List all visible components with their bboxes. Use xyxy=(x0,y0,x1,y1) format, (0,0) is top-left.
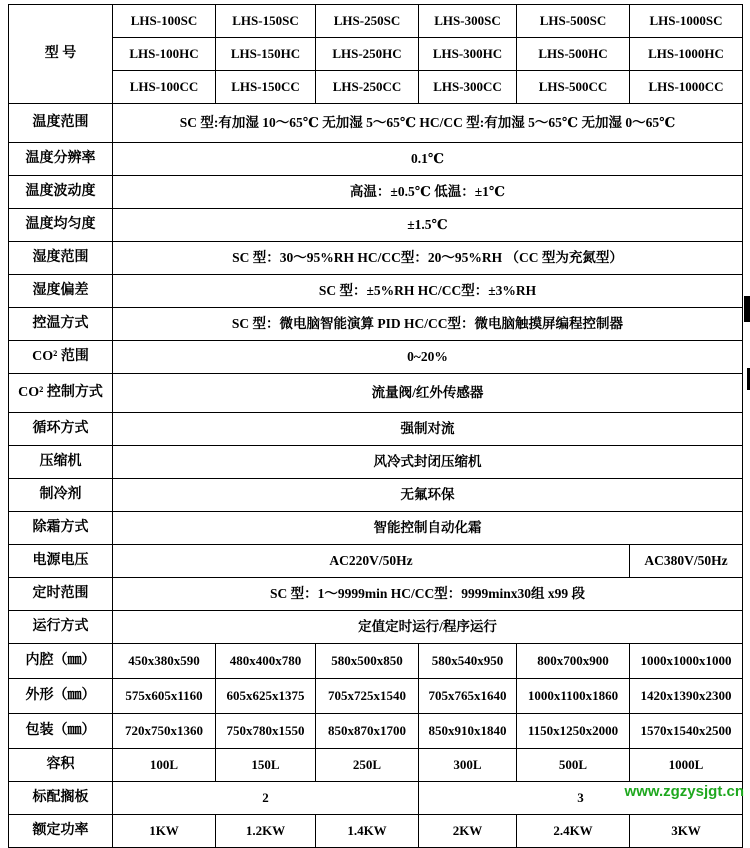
cell-inner-2: 480x400x780 xyxy=(216,644,316,679)
row-label-co2-range: CO² 范围 xyxy=(9,341,113,374)
table-row xyxy=(9,413,743,446)
table-row xyxy=(9,275,743,308)
cell-outer-4: 705x765x1640 xyxy=(419,679,517,714)
cell-outer-3: 705x725x1540 xyxy=(316,679,419,714)
row-label-inner-dimension: 内腔（㎜） xyxy=(9,644,113,679)
row-label-package-dimension: 包装（㎜） xyxy=(9,714,113,749)
cell-run-mode: 定值定时运行/程序运行 xyxy=(113,611,743,644)
table-row xyxy=(9,71,743,104)
cell-model-sc-6: LHS-1000SC xyxy=(630,5,743,38)
cell-shelf-2: 3 xyxy=(419,782,743,815)
table-row xyxy=(9,749,743,782)
table-row xyxy=(9,512,743,545)
cell-package-1: 720x750x1360 xyxy=(113,714,216,749)
cell-package-2: 750x780x1550 xyxy=(216,714,316,749)
row-label-control-mode: 控温方式 xyxy=(9,308,113,341)
table-row xyxy=(9,5,743,38)
row-label-timer: 定时范围 xyxy=(9,578,113,611)
row-label-temp-range: 温度范围 xyxy=(9,104,113,143)
cell-package-5: 1150x1250x2000 xyxy=(517,714,630,749)
cell-outer-1: 575x605x1160 xyxy=(113,679,216,714)
row-label-refrigerant: 制冷剂 xyxy=(9,479,113,512)
row-label-temp-resolution: 温度分辨率 xyxy=(9,143,113,176)
row-label-model: 型 号 xyxy=(9,5,113,104)
cell-volume-5: 500L xyxy=(517,749,630,782)
cell-circulation: 强制对流 xyxy=(113,413,743,446)
table-row xyxy=(9,341,743,374)
table-row xyxy=(9,446,743,479)
table-row xyxy=(9,679,743,714)
cell-inner-5: 800x700x900 xyxy=(517,644,630,679)
cell-outer-5: 1000x1100x1860 xyxy=(517,679,630,714)
cell-defrost: 智能控制自动化霜 xyxy=(113,512,743,545)
row-label-defrost: 除霜方式 xyxy=(9,512,113,545)
cell-model-sc-4: LHS-300SC xyxy=(419,5,517,38)
cell-power-1: 1KW xyxy=(113,815,216,848)
cell-volume-6: 1000L xyxy=(630,749,743,782)
cell-volume-4: 300L xyxy=(419,749,517,782)
cell-model-sc-2: LHS-150SC xyxy=(216,5,316,38)
table-row xyxy=(9,143,743,176)
cell-model-hc-5: LHS-500HC xyxy=(517,38,630,71)
cell-model-cc-1: LHS-100CC xyxy=(113,71,216,104)
table-row xyxy=(9,242,743,275)
row-label-circulation: 循环方式 xyxy=(9,413,113,446)
row-label-volume: 容积 xyxy=(9,749,113,782)
cell-package-3: 850x870x1700 xyxy=(316,714,419,749)
cell-temp-uniformity: ±1.5℃ xyxy=(113,209,743,242)
cell-model-sc-3: LHS-250SC xyxy=(316,5,419,38)
cell-power-voltage-2: AC380V/50Hz xyxy=(630,545,743,578)
cell-inner-6: 1000x1000x1000 xyxy=(630,644,743,679)
row-label-temp-fluctuation: 温度波动度 xyxy=(9,176,113,209)
cell-co2-range: 0~20% xyxy=(113,341,743,374)
specification-table xyxy=(8,4,743,848)
cell-model-hc-4: LHS-300HC xyxy=(419,38,517,71)
cell-model-cc-4: LHS-300CC xyxy=(419,71,517,104)
cell-volume-1: 100L xyxy=(113,749,216,782)
table-row xyxy=(9,545,743,578)
cell-power-3: 1.4KW xyxy=(316,815,419,848)
page-edge-mark-top xyxy=(744,296,750,322)
row-label-compressor: 压缩机 xyxy=(9,446,113,479)
row-label-outer-dimension: 外形（㎜） xyxy=(9,679,113,714)
cell-model-hc-1: LHS-100HC xyxy=(113,38,216,71)
table-row xyxy=(9,714,743,749)
cell-package-4: 850x910x1840 xyxy=(419,714,517,749)
cell-compressor: 风冷式封闭压缩机 xyxy=(113,446,743,479)
cell-model-hc-6: LHS-1000HC xyxy=(630,38,743,71)
row-label-run-mode: 运行方式 xyxy=(9,611,113,644)
cell-inner-3: 580x500x850 xyxy=(316,644,419,679)
cell-power-2: 1.2KW xyxy=(216,815,316,848)
table-row xyxy=(9,308,743,341)
table-row xyxy=(9,38,743,71)
cell-volume-3: 250L xyxy=(316,749,419,782)
cell-inner-1: 450x380x590 xyxy=(113,644,216,679)
cell-humidity-deviation: SC 型：±5%RH HC/CC型：±3%RH xyxy=(113,275,743,308)
cell-timer: SC 型：1～9999min HC/CC型：9999minx30组 x99 段 xyxy=(113,578,743,611)
row-label-temp-uniformity: 温度均匀度 xyxy=(9,209,113,242)
cell-model-cc-2: LHS-150CC xyxy=(216,71,316,104)
table-row xyxy=(9,209,743,242)
cell-model-sc-1: LHS-100SC xyxy=(113,5,216,38)
cell-refrigerant: 无氟环保 xyxy=(113,479,743,512)
cell-model-sc-5: LHS-500SC xyxy=(517,5,630,38)
cell-power-voltage-1: AC220V/50Hz xyxy=(113,545,630,578)
table-row xyxy=(9,374,743,413)
row-label-co2-control: CO² 控制方式 xyxy=(9,374,113,413)
cell-model-hc-2: LHS-150HC xyxy=(216,38,316,71)
cell-power-5: 2.4KW xyxy=(517,815,630,848)
table-row xyxy=(9,644,743,679)
cell-inner-4: 580x540x950 xyxy=(419,644,517,679)
cell-model-cc-5: LHS-500CC xyxy=(517,71,630,104)
cell-model-cc-6: LHS-1000CC xyxy=(630,71,743,104)
cell-temp-fluctuation: 高温：±0.5℃ 低温：±1℃ xyxy=(113,176,743,209)
cell-temp-range: SC 型:有加湿 10～65℃ 无加湿 5～65℃ HC/CC 型:有加湿 5～65℃ 无加湿 0～65℃ xyxy=(113,104,743,143)
cell-model-hc-3: LHS-250HC xyxy=(316,38,419,71)
cell-temp-resolution: 0.1℃ xyxy=(113,143,743,176)
cell-shelf-1: 2 xyxy=(113,782,419,815)
row-label-shelf: 标配搁板 xyxy=(9,782,113,815)
cell-power-6: 3KW xyxy=(630,815,743,848)
row-label-humidity-range: 湿度范围 xyxy=(9,242,113,275)
cell-volume-2: 150L xyxy=(216,749,316,782)
table-row xyxy=(9,815,743,848)
table-row xyxy=(9,176,743,209)
row-label-humidity-deviation: 湿度偏差 xyxy=(9,275,113,308)
site-watermark: www.zgzysjgt.cn xyxy=(624,783,744,800)
cell-power-4: 2KW xyxy=(419,815,517,848)
cell-outer-2: 605x625x1375 xyxy=(216,679,316,714)
table-row xyxy=(9,479,743,512)
table-row xyxy=(9,611,743,644)
row-label-power-voltage: 电源电压 xyxy=(9,545,113,578)
cell-humidity-range: SC 型：30～95%RH HC/CC型：20～95%RH （CC 型为充氮型） xyxy=(113,242,743,275)
table-row xyxy=(9,578,743,611)
table-row xyxy=(9,104,743,143)
spec-sheet xyxy=(8,4,742,848)
cell-model-cc-3: LHS-250CC xyxy=(316,71,419,104)
cell-outer-6: 1420x1390x2300 xyxy=(630,679,743,714)
row-label-rated-power: 额定功率 xyxy=(9,815,113,848)
cell-co2-control: 流量阀/红外传感器 xyxy=(113,374,743,413)
cell-package-6: 1570x1540x2500 xyxy=(630,714,743,749)
cell-control-mode: SC 型：微电脑智能演算 PID HC/CC型：微电脑触摸屏编程控制器 xyxy=(113,308,743,341)
